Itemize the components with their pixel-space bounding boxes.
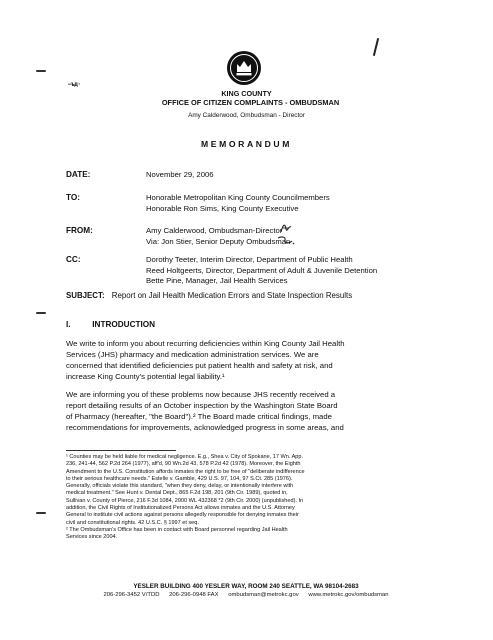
subject-line [66,291,352,300]
margin-tick-mark [36,312,46,314]
cc-label: CC: [66,255,81,264]
footnote-line: Sullivan v. County of Pierce, 216 F.3d 1084, 2000 WL 432368 *2 (9th Cir. 2000) (unpublished). In [66,497,304,504]
handwritten-initials-icon [279,221,293,235]
office-name: OFFICE OF CITIZEN COMPLAINTS - OMBUDSMAN [161,98,340,107]
paragraph-line: report detailing results of an October inspection by the Washington State Board [66,401,338,410]
to-line: Honorable Ron Sims, King County Executive [146,203,299,213]
subject-label: SUBJECT: [66,291,105,300]
date-value: November 29, 2006 [146,170,214,179]
footnote-divider [66,450,176,451]
paragraph-line: of Pharmacy (hereafter, "the Board").² The Board made critical findings, made [66,412,332,421]
footer-email[interactable]: ombudsman@metrokc.gov [228,592,299,598]
intro-paragraph [66,338,416,382]
staff-line: Amy Calderwood, Ombudsman - Director [188,112,305,119]
handwritten-initials-icon [277,235,295,245]
paragraph-line: concerned that identified deficiencies put patient health and safety at risk, and [66,361,333,370]
footnote-line: ¹ Counties may be held liable for medical negligence. E.g., Shea v. City of Spokane, 17 Wn. App. [66,454,304,460]
from-label: FROM: [66,226,93,235]
footer-address: YESLER BUILDING 400 YESLER WAY, ROOM 240 SEATTLE, WA 98104-2683 [133,583,359,590]
section-title: INTRODUCTION [92,320,156,329]
footnote-line: to their serious healthcare needs." Estelle v. Gamble, 429 U.S. 97, 104, 97 S.Ct. 285 (1976). [66,475,293,482]
footnote-line: General to institute civil actions against persons allegedly responsible for denying inmates their [66,512,299,519]
paragraph-line: recommendations for improvements, acknowledged progress in some areas, and [66,423,344,432]
footer-website[interactable]: www.metrokc.gov/ombudsman [308,592,389,598]
cc-recipients [146,255,377,287]
to-recipients [146,193,330,214]
from-line: Amy Calderwood, Ombudsman-Director [146,226,283,235]
date-label: DATE: [66,170,91,179]
intro-paragraph [66,389,416,433]
cc-line: Bette Pine, Manager, Jail Health Services [146,276,288,286]
footer-contact [66,592,426,598]
footnote-line: medical treatment." See Hunt v. Dental Dept., 865 F.2d 198, 201 (9th Cir. 1989), quoted in, [66,490,288,497]
footnote-line: addition, the Civil Rights of Institutionalized Persons Act allows inmates and the U.S. Attorney [66,505,295,512]
footer-fax: 206-296-0948 FAX [169,592,219,598]
margin-tick-mark [36,512,46,514]
memo-title: MEMORANDUM [201,139,292,149]
from-line: Via: Jon Stier, Senior Deputy Ombudsman [146,236,291,246]
footer-phone: 206-296-3452 V/TDD [103,592,160,598]
org-name: KING COUNTY [221,89,272,98]
footnote-line: civil and constitutional rights. 42 U.S.C. § 1997 et seq. [66,519,199,526]
footnote-line: ² The Ombudsman's Office has been in contact with Board personnel regarding Jail Health [66,526,288,533]
corner-slash-mark [373,38,379,56]
footnotes [66,454,416,542]
paragraph-line: Services (JHS) pharmacy and medication administration services. We are [66,350,319,359]
footnote-line: Services since 2004. [66,534,118,541]
paragraph-line: We are informing you of these problems now because JHS recently received a [66,390,336,399]
margin-tick-mark [36,70,46,72]
from-senders [146,226,290,247]
cc-line: Dorothy Teeter, Interim Director, Department of Public Health [146,255,353,264]
to-line: Honorable Metropolitan King County Councilmembers [146,193,330,202]
king-county-seal-icon [226,50,262,86]
cc-line: Reed Holtgeerts, Director, Department of Adult & Juvenile Detention [146,265,378,275]
footnote-line: Generally, officials violate this standard, "when they deny, delay, or intentionally interfere with [66,483,294,490]
section-number: I. [66,320,71,329]
to-label: TO: [66,193,80,202]
paragraph-line: increase King County's potential legal liability.¹ [66,372,225,381]
subject-text: Report on Jail Health Medication Errors and State Inspection Results [111,291,353,300]
paragraph-line: We write to inform you about recurring deficiencies within King County Jail Health [66,339,345,348]
section-heading [66,320,155,329]
handwritten-scribble: —ъд· [68,81,81,88]
footnote-line: Amendment to the U.S. Constitution affords inmates the right to be free of "deliberate indifference [66,468,305,475]
footnote-line: 236, 241-44, 562 P.2d 264 (1977), aff'd, 90 Wn.2d 43, 578 P.2d 42 (1978). Moreover, the Eighth [66,461,301,468]
